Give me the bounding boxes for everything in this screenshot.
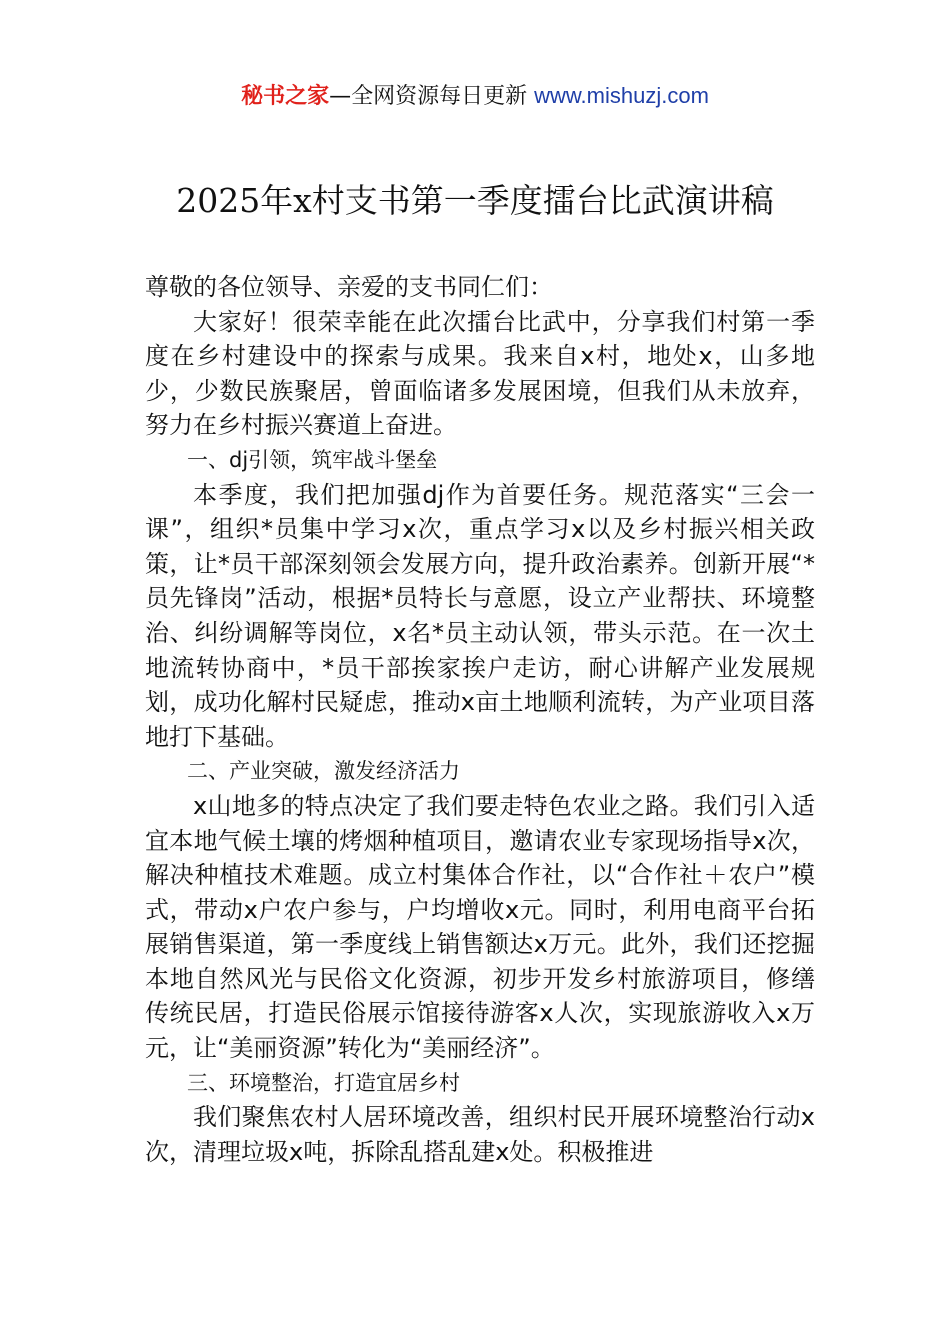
header-tagline: —全网资源每日更新 xyxy=(329,84,535,109)
section-body-2: x山地多的特点决定了我们要走特色农业之路。我们引入适宜本地气候土壤的烤烟种植项目，邀请农业专家现场指导x次，解决种植技术难题。成立村集体合作社，以“合作社＋农户”模式，带动x户农户参与，户均增收x元。同时，利用电商平台拓展销售渠道，第一季度线上销售额达x万元。此外，我们还挖掘本地自然风光与民俗文化资源，初步开发乡村旅游项目，修缮传统民居，打造民俗展示馆接待游客x人次，实现旅游收入x万元，让“美丽资源”转化为“美丽经济”。 xyxy=(145,791,815,1063)
section-heading-2: 二、产业突破，激发经济活力 xyxy=(187,759,460,784)
section-heading-3: 三、环境整治，打造宜居乡村 xyxy=(187,1070,460,1095)
document-body xyxy=(145,270,815,1169)
site-url-link[interactable]: www.mishuzj.com xyxy=(534,83,709,108)
section-body-3: 我们聚焦农村人居环境改善，组织村民开展环境整治行动x次，清理垃圾x吨，拆除乱搭乱建x处。积极推进 xyxy=(145,1103,815,1166)
brand-name: 秘书之家 xyxy=(241,84,330,109)
intro-paragraph: 大家好！很荣幸能在此次擂台比武中，分享我们村第一季度在乡村建设中的探索与成果。我来自x村，地处x，山多地少，少数民族聚居，曾面临诸多发展困境，但我们从未放弃，努力在乡村振兴赛道上奋进。 xyxy=(145,307,815,440)
salutation: 尊敬的各位领导、亲爱的支书同仁们： xyxy=(145,273,553,301)
document-title: 2025年x村支书第一季度擂台比武演讲稿 xyxy=(176,181,774,220)
section-heading-1: 一、dj引领，筑牢战斗堡垒 xyxy=(187,447,438,472)
section-body-1: 本季度，我们把加强dj作为首要任务。规范落实“三会一课”，组织*员集中学习x次，重点学习x以及乡村振兴相关政策，让*员干部深刻领会发展方向，提升政治素养。创新开展“*员先锋岗”活动，根据*员特长与意愿，设立产业帮扶、环境整治、纠纷调解等岗位，x名*员主动认领，带头示范。在一次土地流转协商中，*员干部挨家挨户走访，耐心讲解产业发展规划，成功化解村民疑虑，推动x亩土地顺利流转，为产业项目落地打下基础。 xyxy=(145,480,815,751)
site-header xyxy=(0,80,950,113)
